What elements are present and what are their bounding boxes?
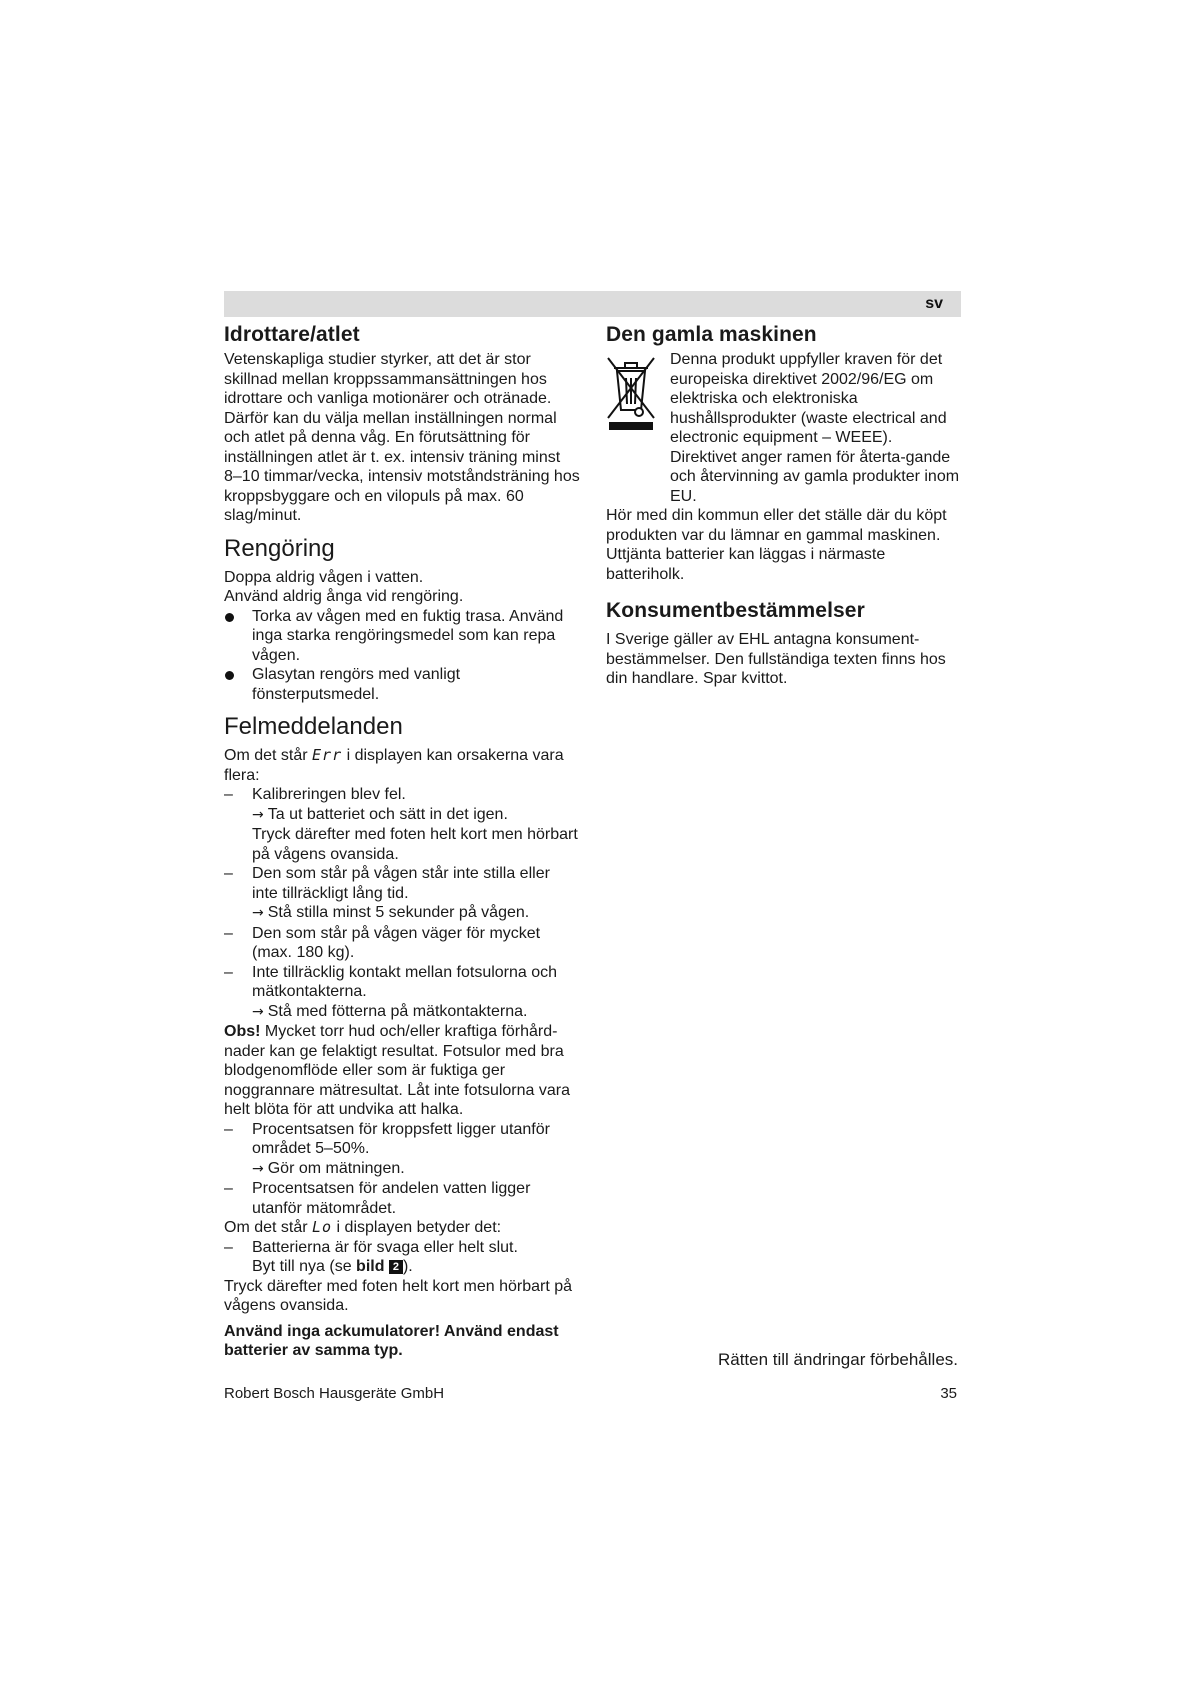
errors-list-1 bbox=[224, 785, 580, 1022]
errors-intro-pre: Om det står bbox=[224, 747, 308, 764]
list-item bbox=[224, 1179, 580, 1218]
athlete-body: Vetenskapliga studier styrker, att det är stor skillnad mellan kroppssammansättningen hos idrottare och vanliga motionärer och otränade. Därför kan du välja mellan inställningen normal och atlet på denna våg. En förutsättning för inställningen atlet är t. ex. intensiv träning minst 8–10 timmar/vecka, intensiv motståndsträning hos kroppsbyggare och en vilopuls på max. 60 slag/minut. bbox=[224, 351, 580, 524]
weee-block bbox=[606, 350, 961, 506]
cleaning-list bbox=[224, 607, 580, 705]
errors-list-3 bbox=[224, 1238, 580, 1277]
weee-text: Denna produkt uppfyller kraven för det europeiska direktivet 2002/96/EG om elektriska och elektroniska hushållsprodukter (waste electrical and electronic equipment – WEEE). Direktivet anger ramen för återta-gande och återvinning av gamla produkter inom EU. bbox=[670, 351, 960, 505]
obs-paragraph bbox=[224, 1022, 580, 1120]
fix-line bbox=[252, 805, 580, 826]
fix-line bbox=[252, 1002, 580, 1023]
obs-label: Obs! bbox=[224, 1023, 261, 1040]
footer-company: Robert Bosch Hausgeräte GmbH bbox=[224, 1385, 445, 1402]
lo-intro-post: i displayen betyder det: bbox=[336, 1219, 502, 1236]
errors-intro bbox=[224, 746, 580, 785]
cleaning-p2: Använd aldrig ånga vid rengöring. bbox=[224, 588, 464, 605]
list-item bbox=[224, 924, 580, 963]
left-column bbox=[224, 322, 580, 1361]
list-item-text: – Batterierna är för svaga eller helt slut. bbox=[252, 1238, 518, 1256]
language-code: sv bbox=[925, 295, 943, 312]
fix-text: Gör om mätningen. bbox=[267, 1159, 405, 1177]
arrow-right-icon: → bbox=[252, 905, 264, 921]
cleaning-section bbox=[224, 534, 580, 705]
cleaning-title: Rengöring bbox=[224, 534, 335, 562]
header-bar bbox=[224, 291, 961, 317]
battery-reference bbox=[252, 1257, 580, 1277]
crossed-out-bin-icon bbox=[606, 354, 656, 434]
fix-line bbox=[252, 903, 580, 924]
list-item bbox=[224, 785, 580, 864]
press-instruction: Tryck därefter med foten helt kort men hörbart på vågens ovansida. bbox=[224, 1277, 573, 1314]
athlete-title: Idrottare/atlet bbox=[224, 323, 360, 346]
arrow-right-icon: → bbox=[252, 1160, 264, 1177]
old-machine-section bbox=[606, 322, 961, 584]
battery-ref-post: ). bbox=[402, 1258, 413, 1275]
arrow-right-icon: → bbox=[252, 1003, 264, 1020]
battery-warning bbox=[224, 1322, 580, 1361]
consumer-section bbox=[606, 598, 961, 689]
errors-section bbox=[224, 712, 580, 1361]
fix-text: Stå stilla minst 5 sekunder på vågen. bbox=[267, 904, 530, 921]
consumer-body: I Sverige gäller av EHL antagna konsument-bestämmelser. Den fullständiga texten finns hos din handlare. Spar kvittot. bbox=[606, 631, 946, 687]
list-item-text: – Inte tillräcklig kontakt mellan fotsulorna och mätkontakterna. bbox=[252, 963, 558, 1000]
lo-display-code: Lo bbox=[312, 1218, 333, 1236]
err-display-code: Err bbox=[312, 746, 343, 764]
list-item-text: – Den som står på vågen väger för mycket (max. 180 kg). bbox=[252, 924, 541, 961]
lo-intro bbox=[224, 1218, 580, 1238]
figure-label: bild bbox=[356, 1258, 385, 1275]
fix-text: Ta ut batteriet och sätt in det igen. bbox=[267, 805, 508, 823]
old-machine-title: Den gamla maskinen bbox=[606, 323, 817, 346]
athlete-section bbox=[224, 322, 580, 526]
cleaning-p1: Doppa aldrig vågen i vatten. bbox=[224, 568, 424, 586]
old-machine-p2: Uttjänta batterier kan läggas i närmaste batteriholk. bbox=[606, 546, 886, 583]
rights-reserved: Rätten till ändringar förbehålles. bbox=[717, 1350, 958, 1369]
list-item bbox=[224, 864, 580, 924]
fix-text-continued: Tryck därefter med foten helt kort men hörbart på vågens ovansida. bbox=[252, 826, 578, 863]
right-column bbox=[606, 322, 961, 689]
list-item bbox=[224, 963, 580, 1023]
obs-text: Mycket torr hud och/eller kraftiga förhård-nader kan ge felaktigt resultat. Fotsulor med bra blodgenomflöde eller som är fuktiga ger noggrannare mätresultat. Låt inte fotsulorna vara helt blöta för att undvika att halka. bbox=[224, 1023, 570, 1118]
list-item: Glasytan rengörs med vanligt fönsterputsmedel. bbox=[224, 665, 580, 704]
errors-title: Felmeddelanden bbox=[224, 713, 403, 740]
battery-ref-pre: Byt till nya (se bbox=[252, 1258, 352, 1275]
list-item-text: – Procentsatsen för kroppsfett ligger utanför området 5–50%. bbox=[252, 1120, 550, 1157]
page-number: 35 bbox=[940, 1385, 957, 1402]
old-machine-p1: Hör med din kommun eller det ställe där du köpt produkten var du lämnar en gammal maskinen. bbox=[606, 507, 947, 544]
consumer-title: Konsumentbestämmelser bbox=[606, 599, 865, 622]
fix-text: Stå med fötterna på mätkontakterna. bbox=[267, 1002, 528, 1020]
figure-number-badge: 2 bbox=[389, 1260, 403, 1274]
list-item-text: – Procentsatsen för andelen vatten ligger utanför mätområdet. bbox=[252, 1180, 531, 1217]
arrow-right-icon: → bbox=[252, 806, 264, 823]
list-item bbox=[224, 1120, 580, 1180]
battery-warning-text: Använd inga ackumulatorer! Använd endast batterier av samma typ. bbox=[224, 1322, 559, 1359]
list-item: Torka av vågen med en fuktig trasa. Använd inga starka rengöringsmedel som kan repa vågen. bbox=[224, 607, 580, 666]
list-item bbox=[224, 1238, 580, 1277]
fix-line bbox=[252, 1159, 580, 1180]
errors-list-2 bbox=[224, 1120, 580, 1219]
list-item-text: – Kalibreringen blev fel. bbox=[252, 786, 406, 803]
errors-intro-post: i displayen kan orsakerna vara flera: bbox=[224, 747, 564, 784]
list-item-text: – Den som står på vågen står inte stilla eller inte tillräckligt lång tid. bbox=[252, 865, 550, 902]
lo-intro-pre: Om det står bbox=[224, 1219, 308, 1236]
